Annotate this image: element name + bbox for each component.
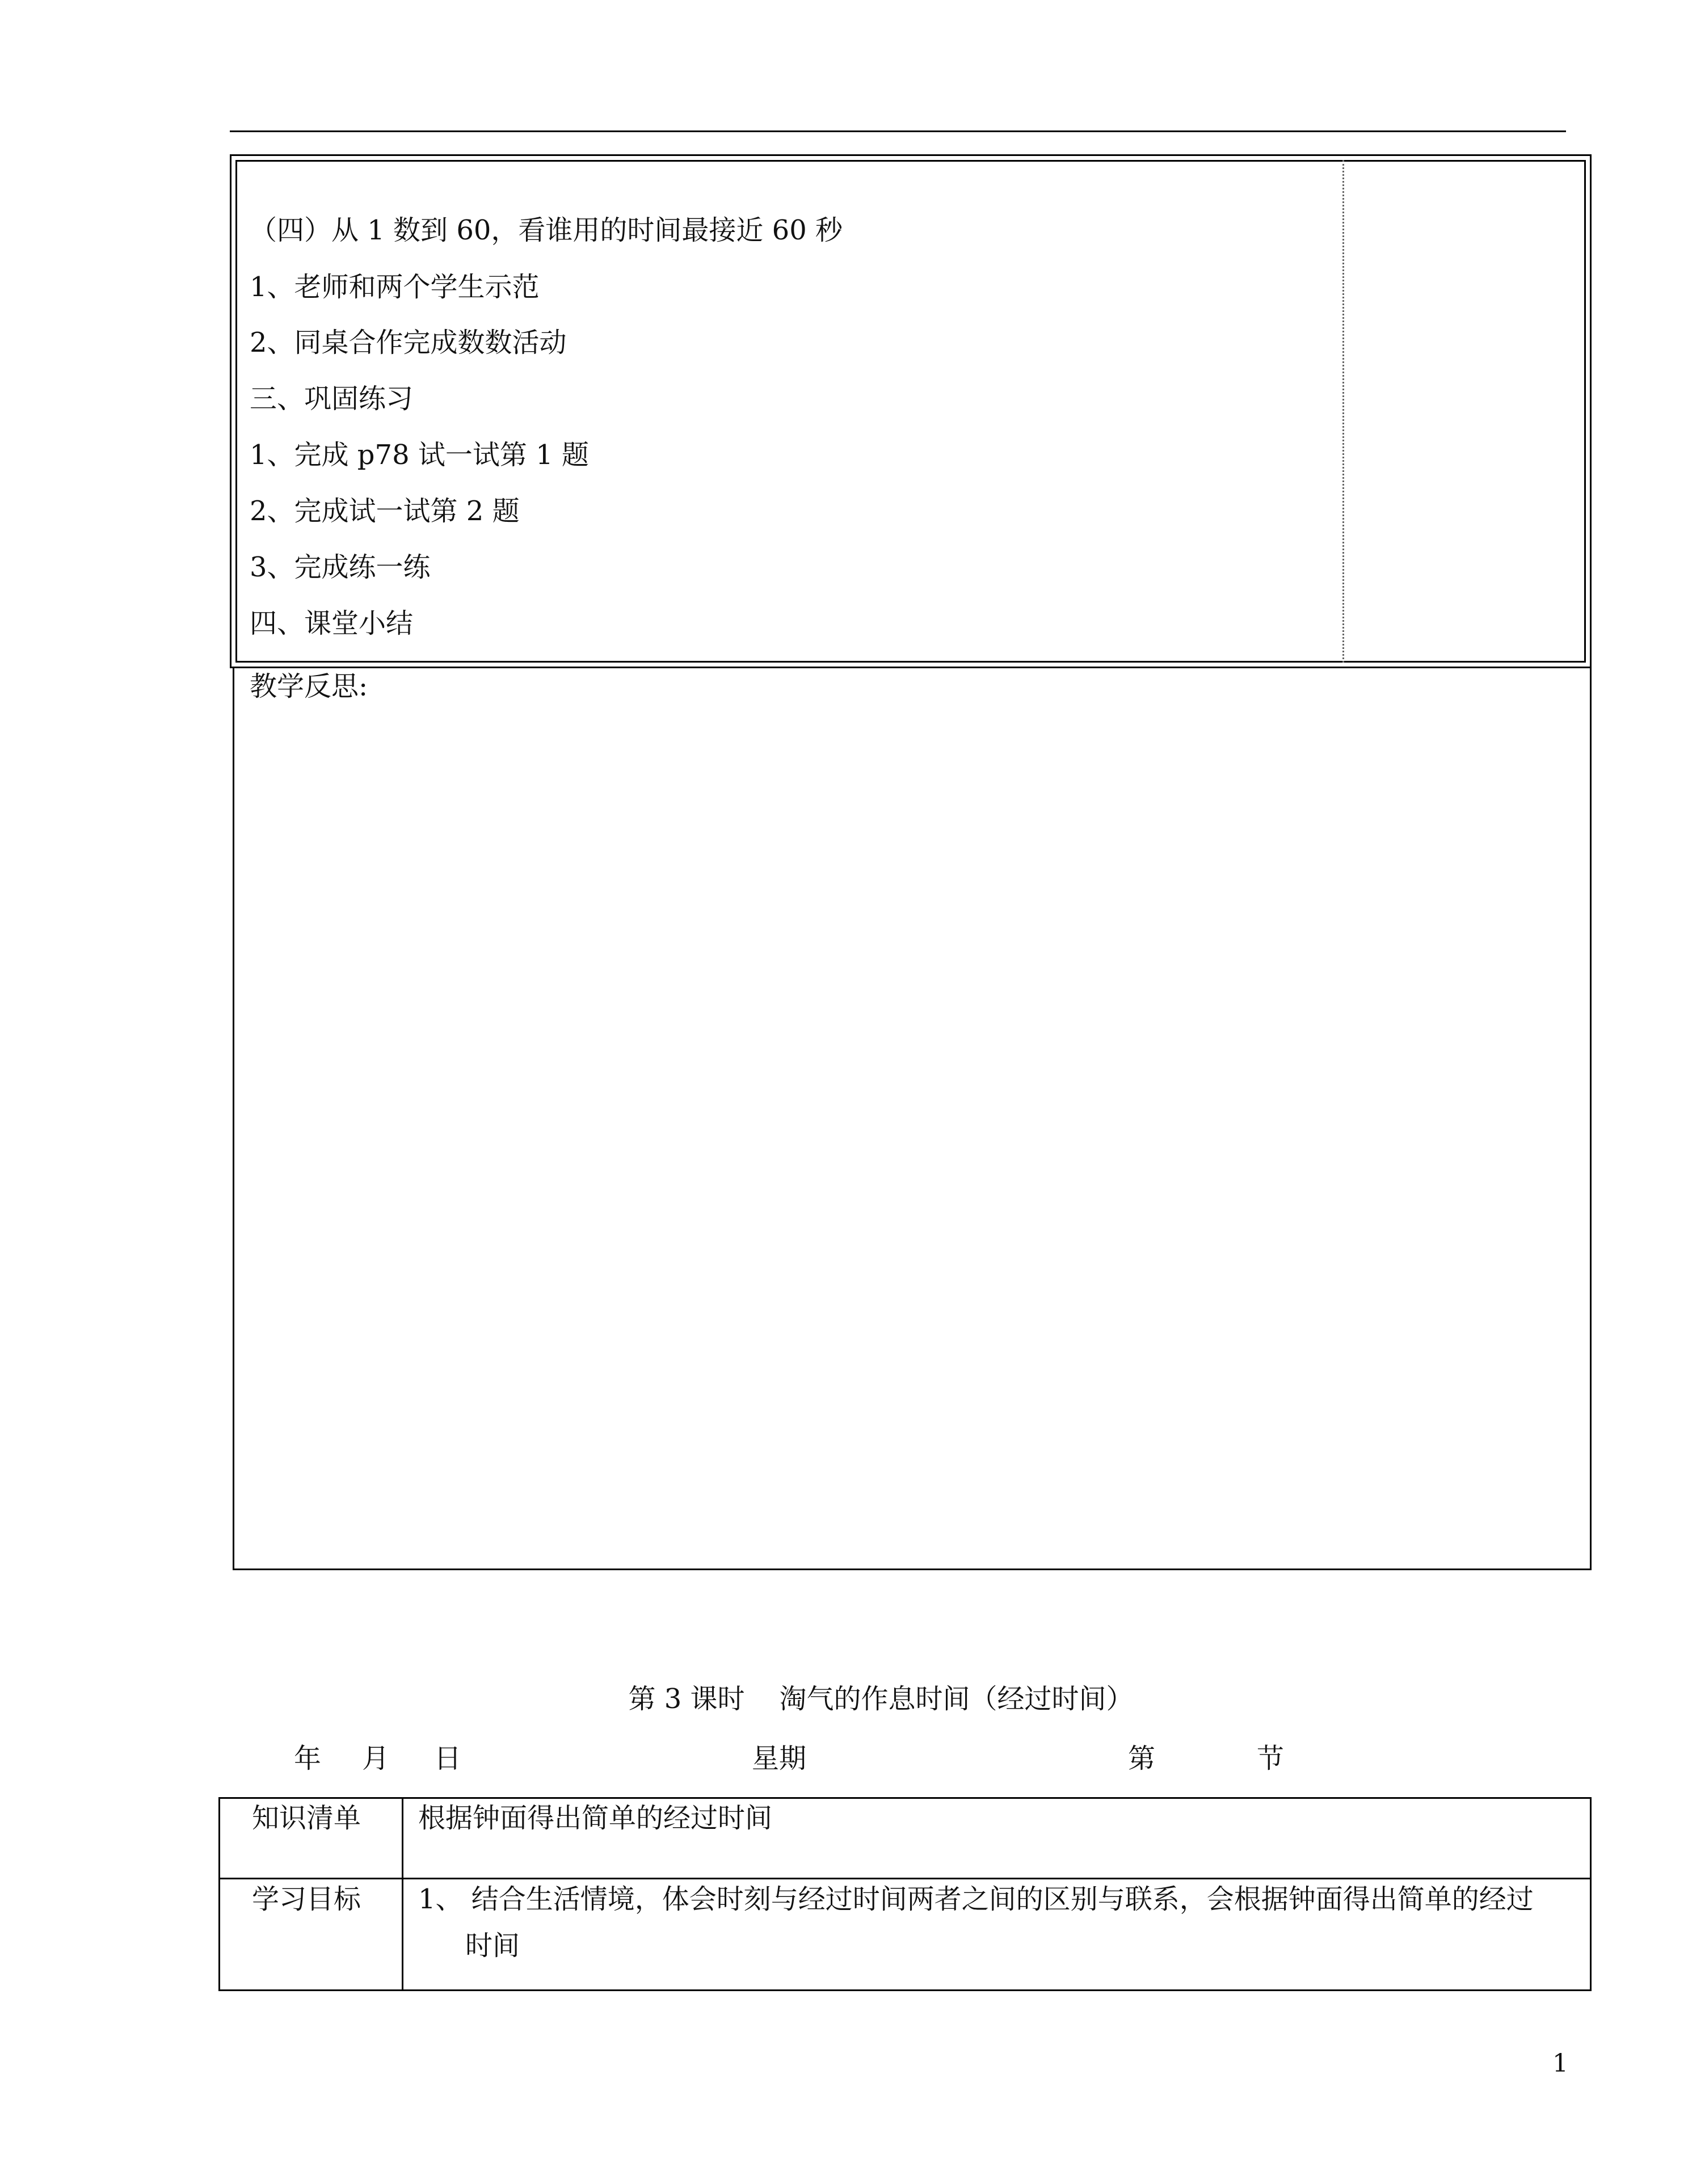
activity-step: 1、完成 p78 试一试第 1 题	[250, 439, 589, 471]
date-period-prefix: 第	[1128, 1743, 1156, 1774]
info-table-row-divider	[218, 1878, 1592, 1879]
header-rule	[230, 130, 1566, 132]
date-weekday-label: 星期	[752, 1743, 807, 1774]
activity-step: 2、完成试一试第 2 题	[250, 495, 520, 527]
date-month-label: 月	[362, 1743, 390, 1774]
date-day-label: 日	[434, 1743, 462, 1774]
lesson-title: 第 3 课时 淘气的作息时间（经过时间）	[628, 1683, 1134, 1715]
activity-step: 2、同桌合作完成数数活动	[250, 327, 567, 359]
reflection-label: 教学反思:	[250, 671, 368, 702]
table-content-cell-continuation: 时间	[465, 1930, 520, 1962]
page-number: 1	[1552, 2049, 1568, 2078]
reflection-box	[233, 668, 1592, 1570]
activity-step: 四、课堂小结	[250, 608, 414, 639]
table-header-cell: 知识清单	[252, 1802, 361, 1834]
table-content-cell: 根据钟面得出简单的经过时间	[418, 1802, 773, 1834]
table-header-cell: 学习目标	[252, 1883, 361, 1915]
activity-step: 三、巩固练习	[250, 383, 414, 415]
table-content-cell: 1、 结合生活情境，体会时刻与经过时间两者之间的区别与联系，会根据钟面得出简单的经过	[418, 1883, 1534, 1915]
activity-step: 1、老师和两个学生示范	[250, 271, 540, 303]
activity-step: 3、完成练一练	[250, 551, 431, 583]
date-period-suffix: 节	[1257, 1743, 1285, 1774]
info-table-column-divider	[402, 1797, 403, 1991]
date-year-label: 年	[294, 1743, 322, 1774]
activity-box-column-divider	[1342, 160, 1344, 663]
activity-step: （四）从 1 数到 60，看谁用的时间最接近 60 秒	[250, 214, 843, 246]
